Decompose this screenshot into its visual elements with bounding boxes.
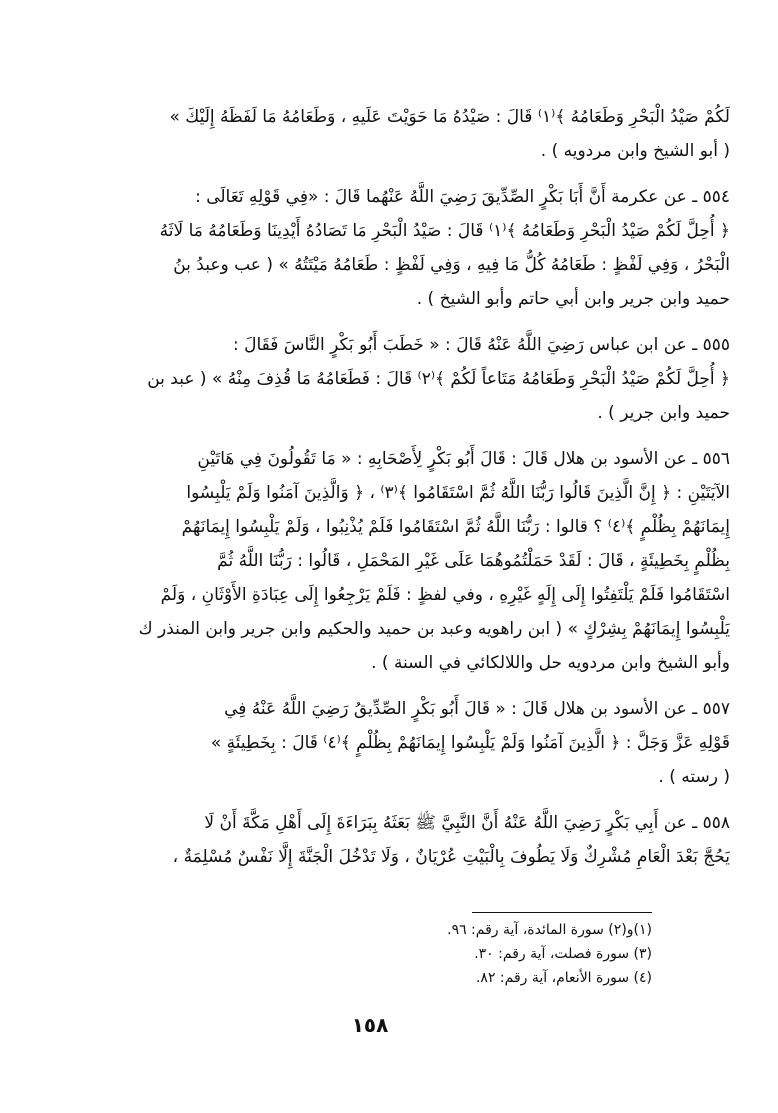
text-line: يَحُجَّ بَعْدَ الْعَامِ مُشْرِكٌ وَلَا يَطُوفَ بِالْبَيْتِ عُرْيَانٌ ، وَلَا تَدْخُلَ الْجَنَّةَ إِلَّا نَفْسٌ مُسْلِمَةٌ ، bbox=[172, 847, 730, 867]
text-line: ٥٥٦ ـ عن الأسود بن هلال قَالَ : قَالَ أَبُو بَكْرٍ لِأَصْحَابِهِ : « مَا تَقُولُونَ فِي هَاتَيْنِ bbox=[197, 449, 730, 469]
text-line: الْبَحْرُ ، وَفِي لَفْظٍ : طَعَامُهُ كُلُّ مَا فِيهِ ، وَفِي لَفْظٍ : طَعَامُهُ مَيْتَتُهُ » ( عب وعبدُ بنُ bbox=[173, 255, 730, 275]
text-line: وأبو الشيخ وابن مردويه حل واللالكائي في السنة ) . bbox=[371, 653, 730, 673]
paragraph-554 bbox=[90, 180, 730, 316]
paragraph-558 bbox=[90, 806, 730, 874]
text-line: حميد وابن جرير ) . bbox=[597, 403, 730, 423]
text-line: لَكُمْ صَيْدُ الْبَحْرِ وَطَعَامُهُ ﴾⁽١⁾ قَالَ : صَيْدُهُ مَا حَوَيْتَ عَلَيهِ ، وَطَعَامُهُ مَا لَفَظَهُ إِلَيْكَ » bbox=[169, 107, 730, 127]
text-line: حميد وابن جرير وابن أبي حاتم وأبو الشيخ ) . bbox=[416, 289, 730, 309]
text-line: بِظُلْمٍ بِخَطِيئَةٍ ، قَالَ : لَقَدْ حَمَلْتُمُوهُمَا عَلَى غَيْرِ المَحْمَلِ ، قَالُوا : رَبُّنَا اللَّهُ ثُمَّ bbox=[217, 551, 730, 571]
text-line: اسْتَقَامُوا فَلَمْ يَلْتَفِتُوا إِلَى إِلَهٍ غَيْرِهِ ، وفي لفظٍ : فَلَمْ يَرْجِعُوا إِلَى عِبَادَةِ الأَوْثَانِ ، وَلَمْ bbox=[160, 585, 730, 605]
text-line: الآيَتَيْنِ : ﴿ إِنَّ الَّذِينَ قَالُوا رَبُّنَا اللَّهُ ثُمَّ اسْتَقَامُوا ﴾⁽٣⁾ ، ﴿ وَالَّذِينَ آمَنُوا وَلَمْ يَلْبِسُوا bbox=[186, 483, 730, 503]
paragraph-557 bbox=[90, 692, 730, 794]
text-line: ( أبو الشيخ وابن مردويه ) . bbox=[540, 141, 730, 161]
paragraph-553-continuation bbox=[90, 100, 730, 168]
paragraph-555 bbox=[90, 328, 730, 430]
text-line: ﴿ أُحِلَّ لَكُمْ صَيْدُ الْبَحْرِ وَطَعَامُهُ مَتَاعاً لَكُمْ ﴾⁽٢⁾ قَالَ : فَطَعَامُهُ مَا قُذِفَ مِنْهُ » ( عبد بن bbox=[147, 369, 730, 389]
text-line: إِيمَانَهُمْ بِظُلْمٍ ﴾⁽٤⁾ ؟ قالوا : رَبُّنَا اللَّهُ ثُمَّ اسْتَقَامُوا فَلَمْ يُذْنِبُوا ، وَلَمْ يَلْبِسُوا إِيمَانَهُمْ bbox=[181, 517, 730, 537]
page-number: ١٥٨ bbox=[351, 1013, 389, 1037]
text-line: ﴿ أُحِلَّ لَكُمْ صَيْدُ الْبَحْرِ وَطَعَامُهُ ﴾⁽١⁾ قَالَ : صَيْدُ الْبَحْرِ مَا تَصَادُهُ أَيْدِينَا وَطَعَامُهُ مَا لَاثَهُ bbox=[159, 221, 730, 241]
footnote: (٤) سورة الأنعام، آية رقم: ٨٢. bbox=[475, 970, 652, 986]
text-line: قَوْلِهِ عَزَّ وَجَلَّ : ﴿ الَّذِينَ آمَنُوا وَلَمْ يَلْبِسُوا إِيمَانَهُمْ بِظُلْمٍ ﴾⁽٤⁾ قَالَ : بِخَطِيئَةٍ » bbox=[210, 733, 730, 753]
footnote: (١)و(٢) سورة المائدة، آية رقم: ٩٦. bbox=[447, 922, 652, 938]
main-text bbox=[90, 100, 730, 874]
text-line: ٥٥٥ ـ عن ابن عباس رَضِيَ اللَّهُ عَنْهُ قَالَ : « خَطَبَ أَبُو بَكْرٍ النَّاسَ فَقَالَ : bbox=[233, 335, 730, 355]
paragraph-556 bbox=[90, 442, 730, 680]
text-line: ٥٥٨ ـ عن أَبِي بَكْرٍ رَضِيَ اللَّهُ عَنْهُ أَنَّ النَّبِيَّ ﷺ بَعَثَهُ بِبَرَاءَةَ إِلَى أَهْلِ مَكَّةَ أَنْ لَا bbox=[204, 813, 730, 833]
text-line: ( رسته ) . bbox=[658, 767, 730, 787]
footnote-divider bbox=[472, 912, 652, 913]
text-line: ٥٥٧ ـ عن الأسود بن هلال قَالَ : « قَالَ أَبُو بَكْرٍ الصِّدِّيقُ رَضِيَ اللَّهُ عَنْهُ فِي bbox=[224, 699, 730, 719]
footnotes bbox=[300, 918, 652, 990]
text-line: ٥٥٤ ـ عن عكرمة أَنَّ أَبَا بَكْرٍ الصِّدِّيقَ رَضِيَ اللَّهُ عَنْهُما قَالَ : «فِي قَوْلِهِ تَعَالَى : bbox=[195, 187, 730, 207]
footnote: (٣) سورة فصلت، آية رقم: ٣٠. bbox=[474, 946, 652, 962]
text-line: يَلْبِسُوا إِيمَانَهُمْ بِشِرْكٍ » ( ابن راهويه وعبد بن حميد والحكيم وابن جرير وابن المنذر ك bbox=[138, 619, 730, 639]
